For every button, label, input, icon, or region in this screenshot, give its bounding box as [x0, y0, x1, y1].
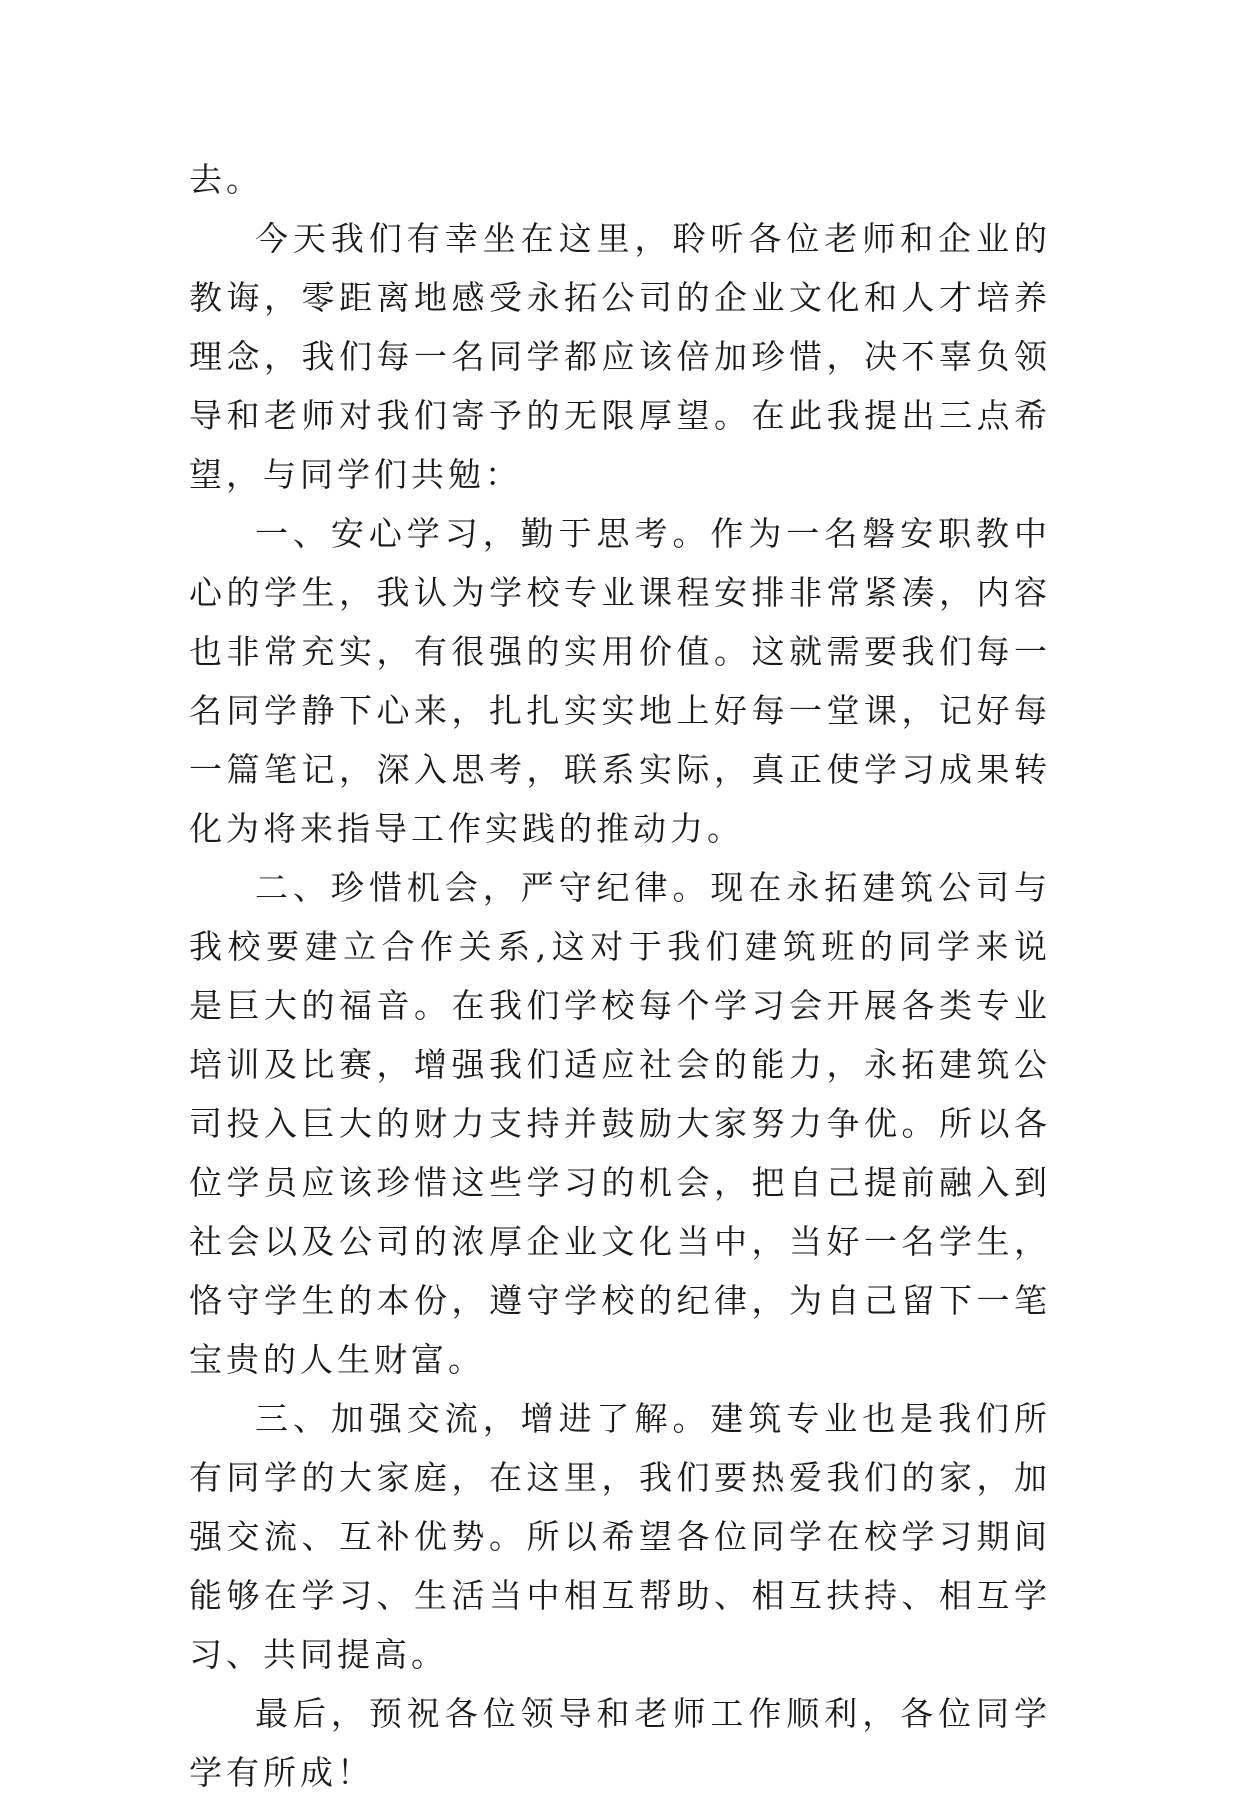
document-body	[189, 150, 1051, 1802]
paragraph-continuation: 去。	[189, 160, 263, 199]
paragraph-point-one: 一、安心学习，勤于思考。作为一名磐安职教中心的学生，我认为学校专业课程安排非常紧凑，内容也非常充实，有很强的实用价值。这就需要我们每一名同学静下心来，扎扎实实地上好每一堂课，记好每一篇笔记，深入思考，联系实际，真正使学习成果转化为将来指导工作实践的推动力。	[189, 514, 1051, 848]
paragraph-point-three: 三、加强交流，增进了解。建筑专业也是我们所有同学的大家庭，在这里，我们要热爱我们的家，加强交流、互补优势。所以希望各位同学在校学习期间能够在学习、生活当中相互帮助、相互扶持、相互学习、共同提高。	[189, 1399, 1051, 1674]
paragraph-intro: 今天我们有幸坐在这里，聆听各位老师和企业的教诲，零距离地感受永拓公司的企业文化和人才培养理念，我们每一名同学都应该倍加珍惜，决不辜负领导和老师对我们寄予的无限厚望。在此我提出三点希望，与同学们共勉：	[189, 219, 1051, 494]
paragraph-point-two: 二、珍惜机会，严守纪律。现在永拓建筑公司与我校要建立合作关系,这对于我们建筑班的同学来说是巨大的福音。在我们学校每个学习会开展各类专业培训及比赛，增强我们适应社会的能力，永拓建筑公司投入巨大的财力支持并鼓励大家努力争优。所以各位学员应该珍惜这些学习的机会，把自己提前融入到社会以及公司的浓厚企业文化当中，当好一名学生，恪守学生的本份，遵守学校的纪律，为自己留下一笔宝贵的人生财富。	[189, 868, 1051, 1379]
paragraph-closing: 最后，预祝各位领导和老师工作顺利，各位同学学有所成！	[189, 1694, 1051, 1792]
